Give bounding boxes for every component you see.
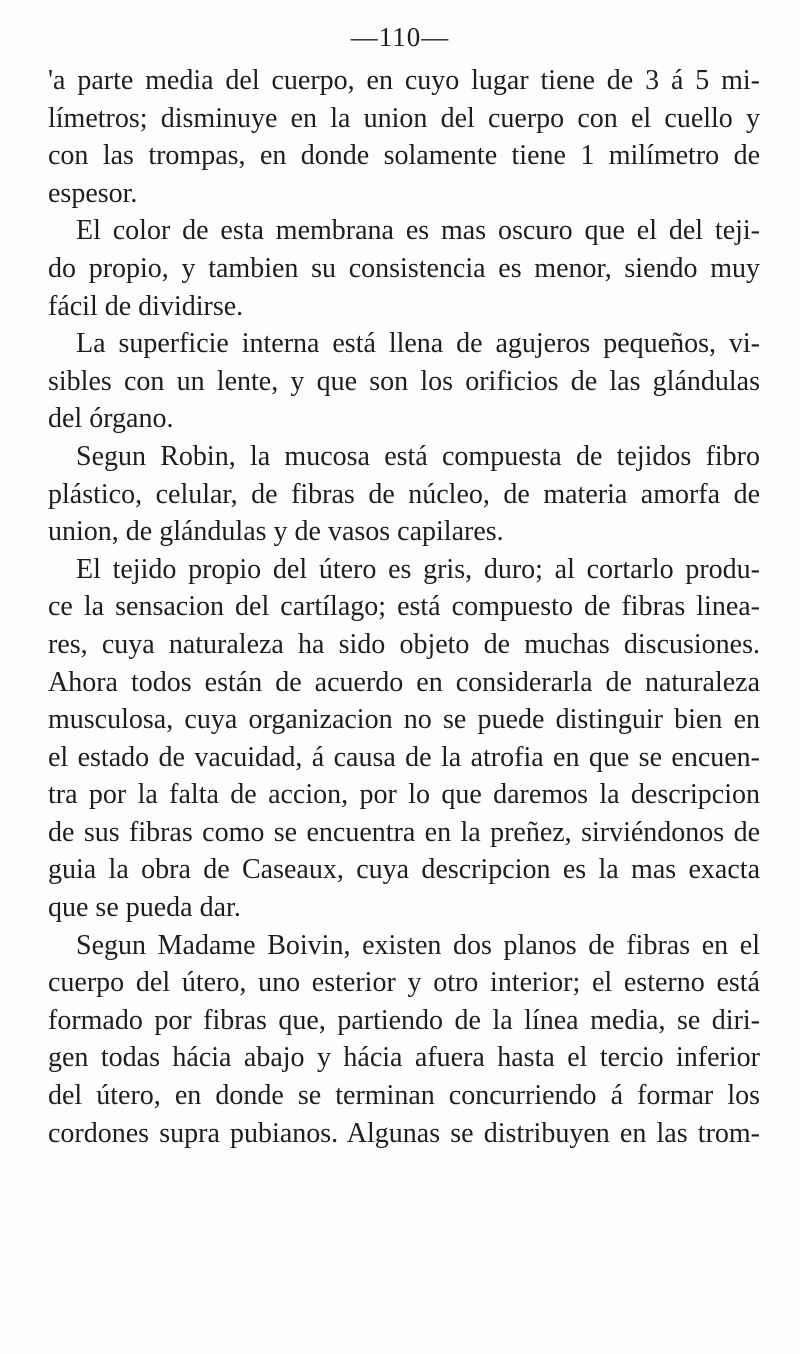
text-line: cuerpo del útero, uno esterior y otro interior; el esterno está <box>48 967 760 999</box>
text-line: del órgano. <box>48 403 174 435</box>
text-line: Segun Madame Boivin, existen dos planos de fibras en el <box>76 929 760 961</box>
text-line: guia la obra de Caseaux, cuya descripcion es la mas exacta <box>48 854 760 886</box>
text-line: La superficie interna está llena de agujeros pequeños, vi- <box>76 328 760 360</box>
text-line: espesor. <box>48 177 138 209</box>
body-text <box>48 62 760 1152</box>
text-line: límetros; disminuye en la union del cuerpo con el cuello y <box>48 102 760 134</box>
text-line: de sus fibras como se encuentra en la preñez, sirviéndonos de <box>48 816 760 848</box>
text-line: El color de esta membrana es mas oscuro que el del teji- <box>76 215 760 247</box>
text-line: gen todas hácia abajo y hácia afuera hasta el tercio inferior <box>48 1042 760 1074</box>
page-number: —110— <box>350 22 450 52</box>
text-line: El tejido propio del útero es gris, duro; al cortarlo produ- <box>76 553 760 585</box>
text-line: musculosa, cuya organizacion no se puede distinguir bien en <box>48 704 760 736</box>
text-line: tra por la falta de accion, por lo que daremos la descripcion <box>48 779 760 811</box>
text-line: con las trompas, en donde solamente tiene 1 milímetro de <box>48 140 760 172</box>
text-line: sibles con un lente, y que son los orificios de las glándulas <box>48 365 760 397</box>
text-line: que se pueda dar. <box>48 892 241 924</box>
text-line: union, de glándulas y de vasos capilares. <box>48 516 504 548</box>
text-line: 'a parte media del cuerpo, en cuyo lugar tiene de 3 á 5 mi- <box>48 65 760 96</box>
text-line: fácil de dividirse. <box>48 290 244 322</box>
text-line: Ahora todos están de acuerdo en considerarla de naturaleza <box>48 666 760 698</box>
text-line: Segun Robin, la mucosa está compuesta de tejidos fibro <box>76 440 760 472</box>
text-line: do propio, y tambien su consistencia es menor, siendo muy <box>48 252 760 284</box>
text-line: formado por fibras que, partiendo de la línea media, se diri- <box>48 1004 760 1036</box>
text-line: cordones supra pubianos. Algunas se distribuyen en las trom- <box>48 1117 760 1149</box>
text-line: del útero, en donde se terminan concurriendo á formar los <box>48 1080 760 1112</box>
text-line: plástico, celular, de fibras de núcleo, de materia amorfa de <box>48 478 760 510</box>
text-line: res, cuya naturaleza ha sido objeto de muchas discusiones. <box>48 628 760 660</box>
text-line: el estado de vacuidad, á causa de la atrofia en que se encuen- <box>48 741 760 773</box>
text-line: ce la sensacion del cartílago; está compuesto de fibras linea- <box>48 591 760 623</box>
